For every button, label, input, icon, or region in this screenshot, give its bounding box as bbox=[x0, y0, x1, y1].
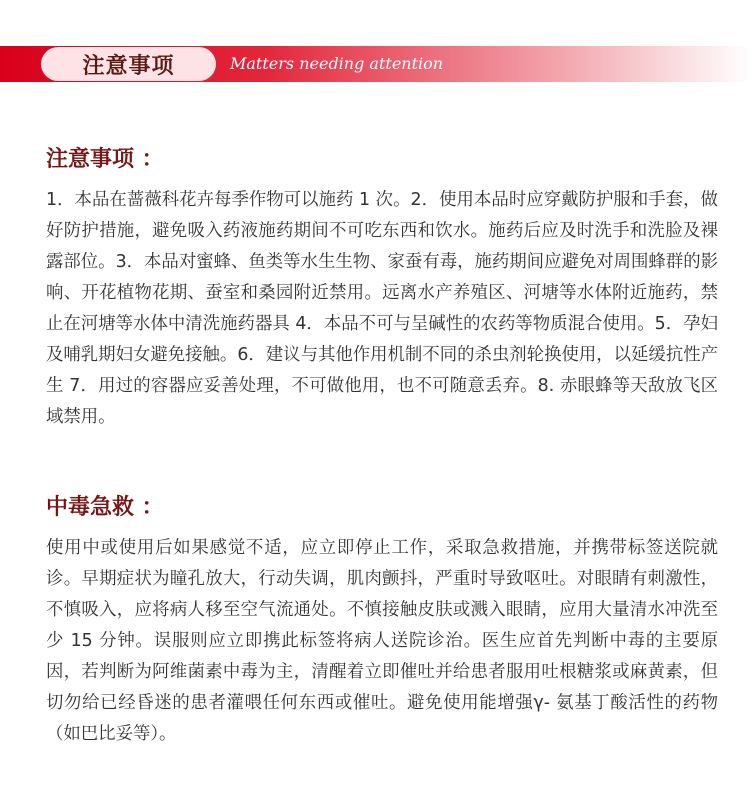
first-aid-heading: 中毒急救 ： bbox=[46, 495, 164, 520]
first-aid-body: 使用中或使用后如果感觉不适，应立即停止工作，采取急救措施，并携带标签送院就诊。早期症状为瞳孔放大，行动失调，肌肉颤抖，严重时导致呕吐。对眼睛有刺激性，不慎吸入，应将病人移至空气流通处。不慎接触皮肤或溅入眼睛，应用大量清水冲洗至少 15 分钟。误服则应立即携此标签将病人送院诊治。医生应首先判断中毒的主要原因，若判断为阿维菌素中毒为主，清醒着立即催吐并给患者服用吐根糖浆或麻黄素，但切勿给已经昏迷的患者灌喂任何东西或催吐。避免使用能增强γ- 氨基丁酸活性的药物（如巴比妥等）。 bbox=[46, 538, 718, 744]
precautions-heading: 注意事项 ： bbox=[46, 147, 164, 172]
precautions-body: 1．本品在蔷薇科花卉每季作物可以施药 1 次。2．使用本品时应穿戴防护服和手套，做好防护措施，避免吸入药液施药期间不可吃东西和饮水。施药后应及时洗手和洗脸及裸露部位。3．本品对蜜蜂、鱼类等水生生物、家蚕有毒，施药期间应避免对周围蜂群的影响、开花植物花期、蚕室和桑园附近禁用。远离水产养殖区、河塘等水体附近施药，禁止在河塘等水体中清洗施药器具 4．本品不可与呈碱性的农药等物质混合使用。5．孕妇及哺乳期妇女避免接触。6．建议与其他作用机制不同的杀虫剂轮换使用，以延缓抗性产生 7．用过的容器应妥善处理，不可做他用，也不可随意丢弃。8. 赤眼蜂等天敌放飞区域禁用。 bbox=[46, 190, 718, 427]
banner-title: 注意事项 bbox=[41, 47, 216, 81]
banner-subtitle: Matters needing attention bbox=[230, 54, 444, 73]
